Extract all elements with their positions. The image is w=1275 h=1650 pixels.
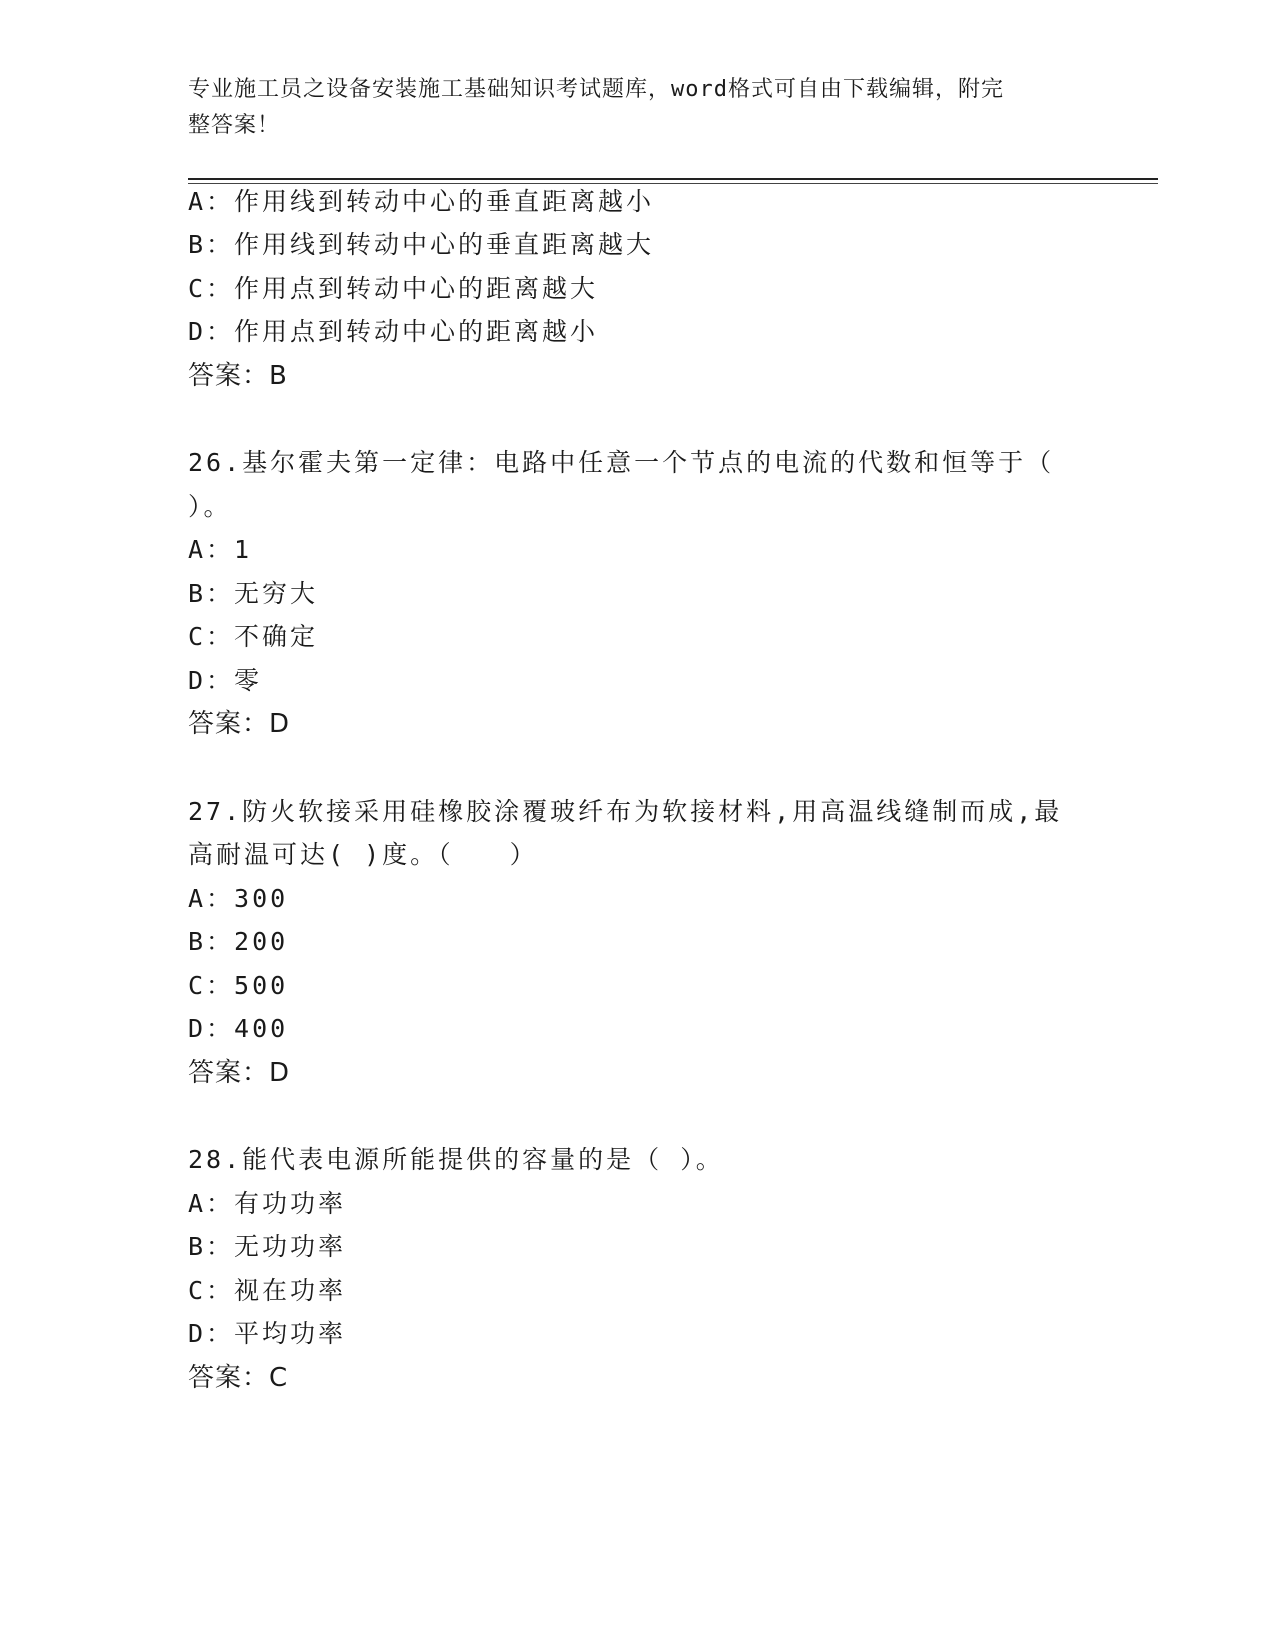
q27-option-c: C：500 [188, 971, 289, 1000]
q26-option-c: C：不确定 [188, 622, 319, 651]
q28-option-a: A：有功功率 [188, 1189, 347, 1218]
q26-option-d: D：零 [188, 666, 263, 695]
q26-stem-line-2: ）。 [188, 492, 232, 521]
header-line-2: 整答案！ [188, 113, 281, 138]
q25-option-d: D：作用点到转动中心的距离越小 [188, 317, 599, 346]
q25-option-a: A：作用线到转动中心的垂直距离越小 [188, 187, 655, 216]
q27-stem-line-1: 27.防火软接采用硅橡胶涂覆玻纤布为软接材料,用高温线缝制而成,最 [188, 797, 1063, 826]
q27-stem-line-2: 高耐温可达( )度。（ ） [188, 840, 538, 869]
q26-answer: 答案：D [188, 709, 291, 739]
q26-option-a: A：1 [188, 535, 253, 564]
q26-stem-line-1: 26.基尔霍夫第一定律：电路中任意一个节点的电流的代数和恒等于（ [188, 448, 1055, 477]
q26-option-b: B：无穷大 [188, 579, 319, 608]
q28-option-b: B：无功功率 [188, 1232, 347, 1261]
q25-option-b: B：作用线到转动中心的垂直距离越大 [188, 230, 655, 259]
q25-answer: 答案：B [188, 361, 288, 391]
header-divider-thick [188, 178, 1158, 180]
q27-option-a: A：300 [188, 884, 289, 913]
document-header [188, 72, 1088, 144]
q28-option-c: C：视在功率 [188, 1276, 347, 1305]
q27-answer: 答案：D [188, 1058, 291, 1088]
q28-answer: 答案：C [188, 1363, 289, 1393]
q27-option-d: D：400 [188, 1014, 289, 1043]
q28-option-d: D：平均功率 [188, 1319, 347, 1348]
header-divider-thin [188, 183, 1158, 184]
q27-option-b: B：200 [188, 927, 289, 956]
q28-stem-line-1: 28.能代表电源所能提供的容量的是（ ）。 [188, 1145, 724, 1174]
header-line-1: 专业施工员之设备安装施工基础知识考试题库，word格式可自由下载编辑，附完 [188, 77, 1004, 102]
q25-option-c: C：作用点到转动中心的距离越大 [188, 274, 599, 303]
